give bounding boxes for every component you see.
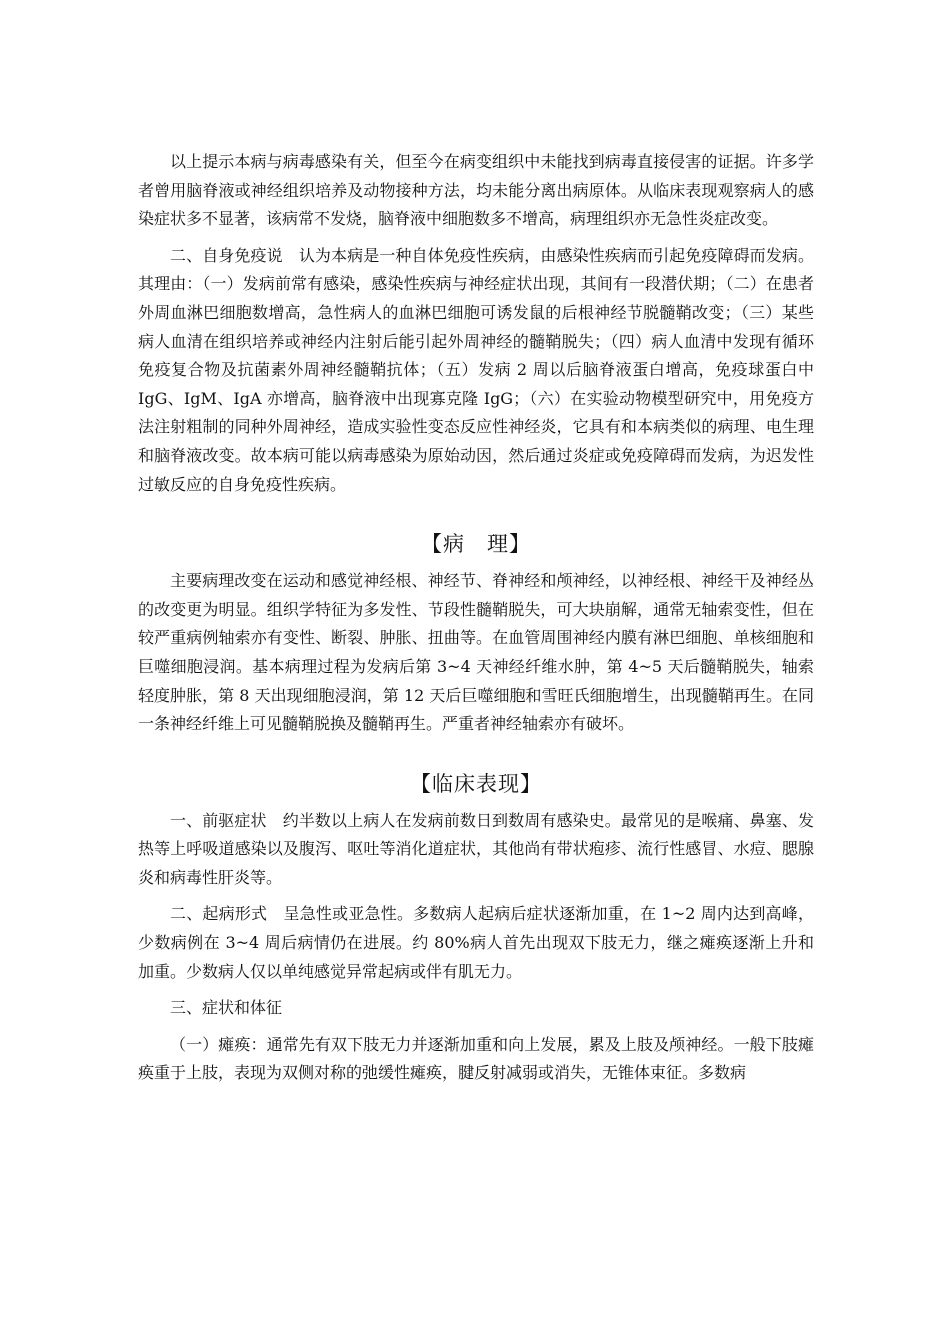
paragraph-prodromal-symptoms: 一、前驱症状 约半数以上病人在发病前数日到数周有感染史。最常见的是喉痛、鼻塞、发热等上呼吸道感染以及腹泻、呕吐等消化道症状，其他尚有带状疱疹、流行性感冒、水痘、腮腺炎和病毒性肝炎等。 bbox=[138, 810, 814, 887]
paragraph-onset-form: 二、起病形式 呈急性或亚急性。多数病人起病后症状逐渐加重，在 1~2 周内达到高峰，少数病例在 3~4 周后病情仍在进展。约 80%病人首先出现双下肢无力，继之瘫痪逐渐上升和加重。少数病人仅以单纯感觉异常起病或伴有肌无力。 bbox=[138, 904, 814, 981]
heading-pathology: 【病 理】 bbox=[421, 532, 531, 557]
paragraph-paralysis: （一）瘫痪：通常先有双下肢无力并逐渐加重和向上发展，累及上肢及颅神经。一般下肢瘫痪重于上肢，表现为双侧对称的弛缓性瘫痪，腱反射减弱或消失，无锥体束征。多数病 bbox=[138, 1034, 814, 1083]
heading-clinical: 【临床表现】 bbox=[410, 771, 542, 796]
paragraph-pathology: 主要病理改变在运动和感觉神经根、神经节、脊神经和颅神经，以神经根、神经干及神经丛的改变更为明显。组织学特征为多发性、节段性髓鞘脱失，可大块崩解，通常无轴索变性，但在较严重病例轴索亦有变性、断裂、肿胀、扭曲等。在血管周围神经内膜有淋巴细胞、单核细胞和巨噬细胞浸润。基本病理过程为发病后第 3~4 天神经纤维水肿，第 4~5 天后髓鞘脱失，轴索轻度肿胀，第 8 天出现细胞浸润，第 12 天后巨噬细胞和雪旺氏细胞增生，出现髓鞘再生。在同一条神经纤维上可见髓鞘脱换及髓鞘再生。严重者神经轴索亦有破坏。 bbox=[138, 571, 814, 734]
paragraph-virus-evidence: 以上提示本病与病毒感染有关，但至今在病变组织中未能找到病毒直接侵害的证据。许多学者曾用脑脊液或神经组织培养及动物接种方法，均未能分离出病原体。从临床表现观察病人的感染症状多不显著，该病常不发烧，脑脊液中细胞数多不增高，病理组织亦无急性炎症改变。 bbox=[138, 152, 814, 229]
document-body bbox=[138, 148, 814, 1096]
paragraph-autoimmune-theory: 二、自身免疫说 认为本病是一种自体免疫性疾病，由感染性疾病而引起免疫障碍而发病。其理由：（一）发病前常有感染，感染性疾病与神经症状出现，其间有一段潜伏期；（二）在患者外周血淋巴细胞数增高，急性病人的血淋巴细胞可诱发鼠的后根神经节脱髓鞘改变；（三）某些病人血清在组织培养或神经内注射后能引起外周神经的髓鞘脱失；（四）病人血清中发现有循环免疫复合物及抗菌素外周神经髓鞘抗体；（五）发病 2 周以后脑脊液蛋白增高，免疫球蛋白中 IgG、IgM、IgA 亦增高，脑脊液中出现寡克隆 IgG；（六）在实验动物模型研究中，用免疫方法注射粗制的同种外周神经，造成实验性变态反应性神经炎，它具有和本病类似的病理、电生理和脑脊液改变。故本病可能以病毒感染为原始动因，然后通过炎症或免疫障碍而发病，为迟发性过敏反应的自身免疫性疾病。 bbox=[138, 245, 814, 494]
paragraph-symptoms-signs-title: 三、症状和体征 bbox=[170, 998, 283, 1018]
